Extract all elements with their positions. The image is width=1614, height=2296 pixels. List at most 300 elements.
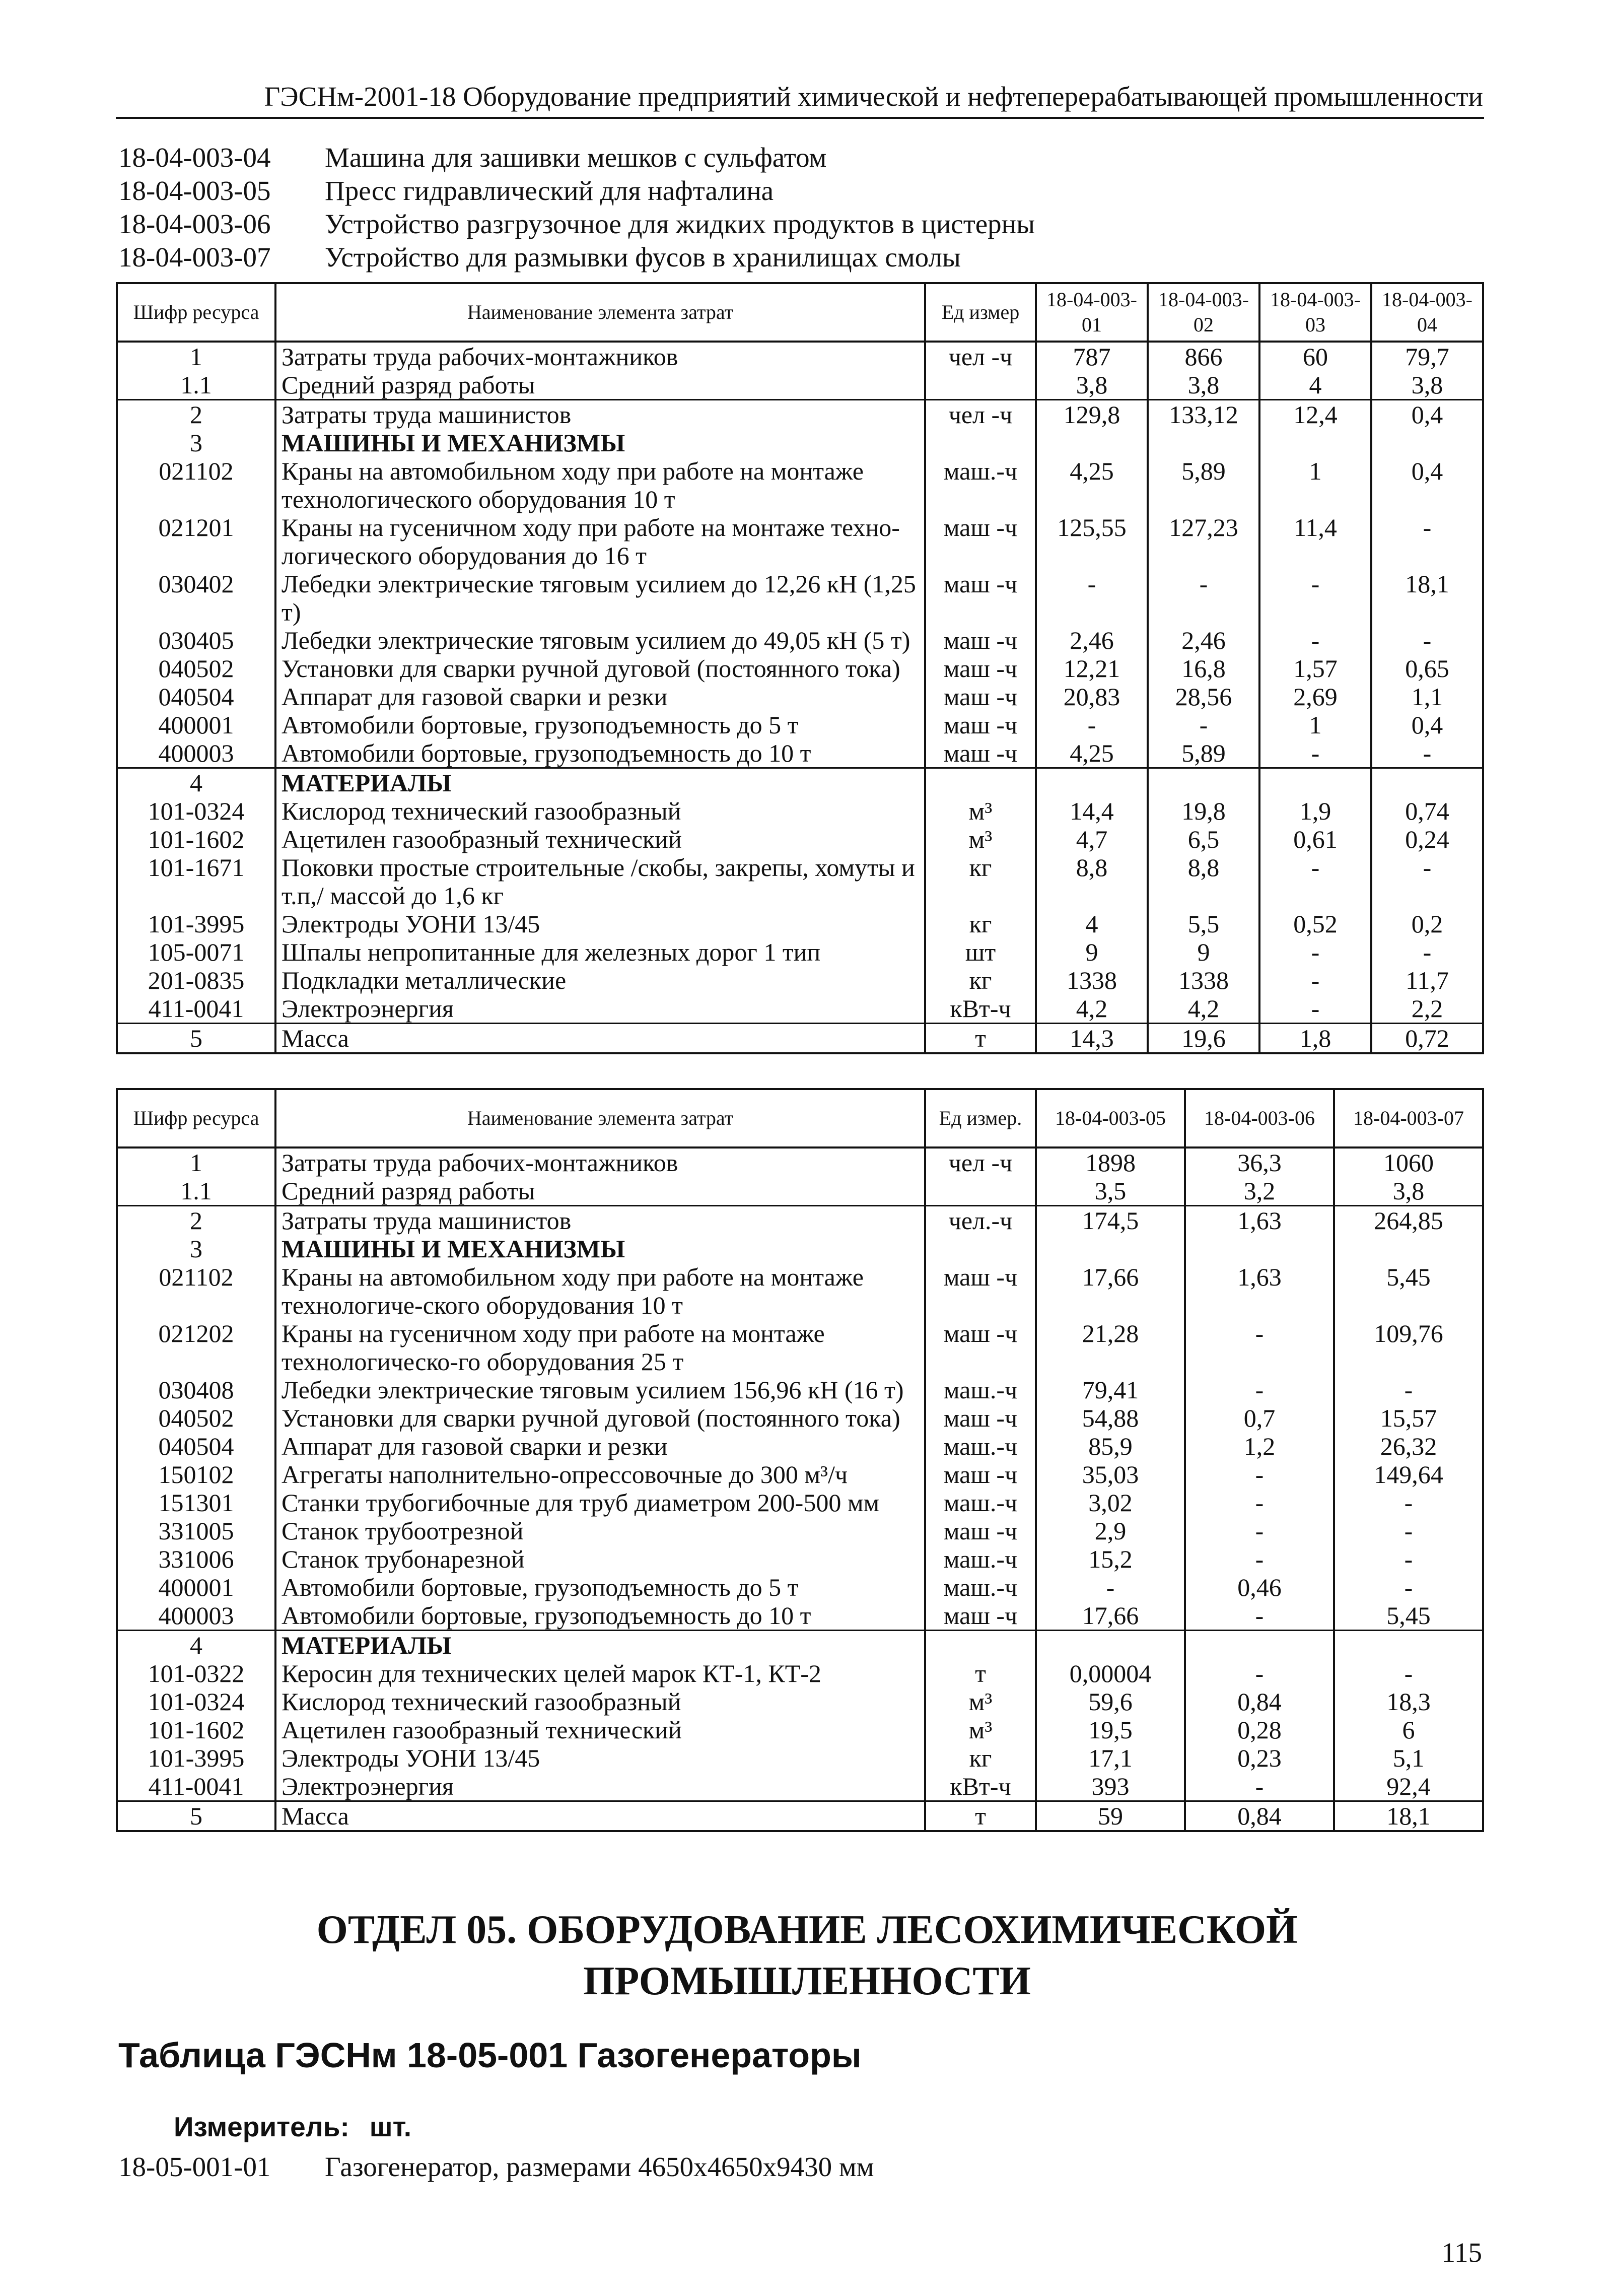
norm-value: 393 xyxy=(1036,1772,1185,1801)
norm-value: 14,3 xyxy=(1036,1024,1148,1054)
running-header: ГЭСНм-2001-18 Оборудование предприятий химической и нефтеперерабатывающей промышленности xyxy=(264,81,1483,112)
resource-name: Станок трубонарезной xyxy=(275,1545,925,1573)
table-row xyxy=(117,1206,1483,1235)
code-name: Машина для зашивки мешков с сульфатом xyxy=(325,142,827,173)
norm-value: - xyxy=(1259,938,1371,966)
norm-value: - xyxy=(1185,1659,1334,1687)
unit: маш -ч xyxy=(925,626,1036,654)
norm-value: 3,2 xyxy=(1185,1177,1334,1206)
table-row xyxy=(117,910,1483,938)
norm-value: 8,8 xyxy=(1036,853,1148,910)
norm-value: 1338 xyxy=(1036,966,1148,994)
norm-value: 6 xyxy=(1334,1716,1483,1744)
norm-value: 129,8 xyxy=(1036,400,1148,429)
code: 18-04-003-04 xyxy=(118,142,271,173)
norm-value: 19,8 xyxy=(1148,797,1259,825)
unit: м³ xyxy=(925,1687,1036,1716)
resource-code: 400003 xyxy=(117,1601,275,1631)
norm-value: 79,7 xyxy=(1371,342,1483,371)
norm-value: 3,8 xyxy=(1036,371,1148,400)
resource-name: Лебедки электрические тяговым усилием до 12,26 кН (1,25 т) xyxy=(275,570,925,626)
norm-value: 11,7 xyxy=(1371,966,1483,994)
norm-value xyxy=(1148,429,1259,457)
norm-value: 0,2 xyxy=(1371,910,1483,938)
table-row xyxy=(117,1659,1483,1687)
norm-value: 17,1 xyxy=(1036,1744,1185,1772)
resource-code: 331006 xyxy=(117,1545,275,1573)
norm-value: 4,2 xyxy=(1036,994,1148,1024)
unit xyxy=(925,1235,1036,1263)
unit: м³ xyxy=(925,825,1036,853)
norm-value: 60 xyxy=(1259,342,1371,371)
norm-value: 8,8 xyxy=(1148,853,1259,910)
norm-value: - xyxy=(1334,1573,1483,1601)
code-list-item xyxy=(118,174,1035,208)
resource-name: МАТЕРИАЛЫ xyxy=(275,768,925,797)
table-row xyxy=(117,570,1483,626)
table-row xyxy=(117,1687,1483,1716)
resource-code: 150102 xyxy=(117,1460,275,1489)
table-row xyxy=(117,1432,1483,1460)
unit xyxy=(925,371,1036,400)
norm-value: - xyxy=(1185,1376,1334,1404)
table-row xyxy=(117,1601,1483,1631)
norm-value xyxy=(1185,1631,1334,1660)
resource-name: МАШИНЫ И МЕХАНИЗМЫ xyxy=(275,1235,925,1263)
norm-value: 5,1 xyxy=(1334,1744,1483,1772)
norm-value: 1898 xyxy=(1036,1147,1185,1177)
unit xyxy=(925,429,1036,457)
norm-value: 17,66 xyxy=(1036,1263,1185,1319)
resource-code: 101-1602 xyxy=(117,1716,275,1744)
table-row xyxy=(117,994,1483,1024)
norm-value xyxy=(1371,429,1483,457)
norm-value: 5,45 xyxy=(1334,1601,1483,1631)
norm-value: 14,4 xyxy=(1036,797,1148,825)
resource-code: 105-0071 xyxy=(117,938,275,966)
norm-value: 3,8 xyxy=(1148,371,1259,400)
code: 18-04-003-07 xyxy=(118,242,271,273)
resource-code: 040502 xyxy=(117,1404,275,1432)
resource-code: 4 xyxy=(117,1631,275,1660)
code: 18-04-003-05 xyxy=(118,175,271,206)
resource-code: 400001 xyxy=(117,711,275,739)
norm-value: - xyxy=(1185,1545,1334,1573)
norm-value: - xyxy=(1036,570,1148,626)
norm-value: 3,02 xyxy=(1036,1489,1185,1517)
table-row xyxy=(117,966,1483,994)
norm-value: 18,1 xyxy=(1371,570,1483,626)
norm-value xyxy=(1036,429,1148,457)
resource-code: 040502 xyxy=(117,654,275,683)
resource-code: 201-0835 xyxy=(117,966,275,994)
norm-value: 3,8 xyxy=(1371,371,1483,400)
norm-value xyxy=(1334,1235,1483,1263)
unit: маш.-ч xyxy=(925,1545,1036,1573)
unit xyxy=(925,1631,1036,1660)
resource-code: 1 xyxy=(117,342,275,371)
norm-value: 59 xyxy=(1036,1801,1185,1832)
unit: маш -ч xyxy=(925,654,1036,683)
page-number: 115 xyxy=(1441,2237,1482,2268)
column-header: 18-04-003-04 xyxy=(1371,283,1483,342)
norm-value: 28,56 xyxy=(1148,683,1259,711)
resource-code: 101-3995 xyxy=(117,910,275,938)
norm-value: - xyxy=(1334,1659,1483,1687)
column-header: 18-04-003-05 xyxy=(1036,1089,1185,1147)
resource-name: Станки трубогибочные для труб диаметром 200-500 мм xyxy=(275,1489,925,1517)
resource-code: 411-0041 xyxy=(117,994,275,1024)
norm-value: 125,55 xyxy=(1036,513,1148,570)
norm-value: 0,24 xyxy=(1371,825,1483,853)
norm-value: 0,7 xyxy=(1185,1404,1334,1432)
norm-value: - xyxy=(1185,1772,1334,1801)
resource-code: 3 xyxy=(117,1235,275,1263)
norm-value xyxy=(1036,1631,1185,1660)
norm-value: 5,89 xyxy=(1148,457,1259,513)
resource-code: 101-0324 xyxy=(117,797,275,825)
norm-value: 19,6 xyxy=(1148,1024,1259,1054)
table-row xyxy=(117,429,1483,457)
table-row xyxy=(117,1460,1483,1489)
norm-value: 0,74 xyxy=(1371,797,1483,825)
norm-value: 1,8 xyxy=(1259,1024,1371,1054)
norm-value: 85,9 xyxy=(1036,1432,1185,1460)
resource-code: 030408 xyxy=(117,1376,275,1404)
resource-name: Кислород технический газообразный xyxy=(275,797,925,825)
resource-table-1 xyxy=(116,282,1484,1054)
item-code: 18-05-001-01 xyxy=(118,2151,271,2182)
norm-value: 19,5 xyxy=(1036,1716,1185,1744)
resource-name: Подкладки металлические xyxy=(275,966,925,994)
norm-value: 866 xyxy=(1148,342,1259,371)
unit: маш.-ч xyxy=(925,457,1036,513)
resource-code: 5 xyxy=(117,1024,275,1054)
column-header: 18-04-003-06 xyxy=(1185,1089,1334,1147)
norm-value: - xyxy=(1371,739,1483,768)
norm-value: 0,84 xyxy=(1185,1687,1334,1716)
unit: маш -ч xyxy=(925,1460,1036,1489)
norm-value: 4 xyxy=(1259,371,1371,400)
norm-value: 264,85 xyxy=(1334,1206,1483,1235)
norm-value: 1,9 xyxy=(1259,797,1371,825)
norm-value xyxy=(1371,768,1483,797)
code-list-item xyxy=(118,241,1035,274)
norm-value: - xyxy=(1185,1460,1334,1489)
resource-name: МАТЕРИАЛЫ xyxy=(275,1631,925,1660)
table-row xyxy=(117,1631,1483,1660)
resource-name: Ацетилен газообразный технический xyxy=(275,825,925,853)
code: 18-04-003-06 xyxy=(118,209,271,239)
norm-value: 35,03 xyxy=(1036,1460,1185,1489)
resource-name: Агрегаты наполнительно-опрессовочные до 300 м³/ч xyxy=(275,1460,925,1489)
unit: кг xyxy=(925,966,1036,994)
norm-value: - xyxy=(1185,1601,1334,1631)
table-row xyxy=(117,457,1483,513)
norm-value: 0,61 xyxy=(1259,825,1371,853)
resource-code: 5 xyxy=(117,1801,275,1832)
table-row xyxy=(117,513,1483,570)
norm-value: 4,2 xyxy=(1148,994,1259,1024)
column-header: Шифр ресурса xyxy=(117,283,275,342)
norm-value: - xyxy=(1036,1573,1185,1601)
measure-label: Измеритель: xyxy=(174,2111,349,2142)
norm-value: 1,63 xyxy=(1185,1263,1334,1319)
code-name: Пресс гидравлический для нафталина xyxy=(325,175,774,206)
table-row xyxy=(117,1716,1483,1744)
resource-code: 2 xyxy=(117,1206,275,1235)
unit: маш -ч xyxy=(925,683,1036,711)
resource-name: Установки для сварки ручной дуговой (постоянного тока) xyxy=(275,1404,925,1432)
unit: маш -ч xyxy=(925,570,1036,626)
unit: кг xyxy=(925,910,1036,938)
table-row xyxy=(117,371,1483,400)
resource-name: Кислород технический газообразный xyxy=(275,1687,925,1716)
unit: маш.-ч xyxy=(925,1573,1036,1601)
resource-code: 021102 xyxy=(117,1263,275,1319)
item-line xyxy=(118,2151,874,2183)
norm-value: 1 xyxy=(1259,711,1371,739)
resource-name: Электроды УОНИ 13/45 xyxy=(275,910,925,938)
unit: маш -ч xyxy=(925,1404,1036,1432)
resource-code: 101-1602 xyxy=(117,825,275,853)
norm-value: 26,32 xyxy=(1334,1432,1483,1460)
resource-name: Лебедки электрические тяговым усилием до 49,05 кН (5 т) xyxy=(275,626,925,654)
unit: кВт-ч xyxy=(925,1772,1036,1801)
resource-name: Масса xyxy=(275,1801,925,1832)
resource-code: 021102 xyxy=(117,457,275,513)
column-header: 18-04-003-07 xyxy=(1334,1089,1483,1147)
norm-value: 36,3 xyxy=(1185,1147,1334,1177)
norm-value: - xyxy=(1259,739,1371,768)
norm-value: 21,28 xyxy=(1036,1319,1185,1376)
norm-value: 2,46 xyxy=(1148,626,1259,654)
norm-value xyxy=(1148,768,1259,797)
resource-name: Поковки простые строительные /скобы, закрепы, хомуты и т.п,/ массой до 1,6 кг xyxy=(275,853,925,910)
code-name: Устройство для размывки фусов в хранилищах смолы xyxy=(325,242,961,273)
column-header: 18-04-003-03 xyxy=(1259,283,1371,342)
measure-value: шт. xyxy=(369,2111,412,2142)
resource-code: 101-3995 xyxy=(117,1744,275,1772)
norm-value: 4 xyxy=(1036,910,1148,938)
table-row xyxy=(117,853,1483,910)
unit: маш -ч xyxy=(925,1319,1036,1376)
norm-value xyxy=(1259,768,1371,797)
unit: м³ xyxy=(925,1716,1036,1744)
norm-value: 0,46 xyxy=(1185,1573,1334,1601)
table-row xyxy=(117,797,1483,825)
resource-name: Краны на автомобильном ходу при работе на монтаже технологиче-ского оборудования 10 т xyxy=(275,1263,925,1319)
norm-value: 3,8 xyxy=(1334,1177,1483,1206)
resource-name: Масса xyxy=(275,1024,925,1054)
norm-value: 12,4 xyxy=(1259,400,1371,429)
norm-value: 92,4 xyxy=(1334,1772,1483,1801)
unit: шт xyxy=(925,938,1036,966)
resource-name: Средний разряд работы xyxy=(275,1177,925,1206)
table-row xyxy=(117,400,1483,429)
unit xyxy=(925,1177,1036,1206)
norm-value: - xyxy=(1371,626,1483,654)
measure-line xyxy=(174,2111,411,2143)
resource-name: Установки для сварки ручной дуговой (постоянного тока) xyxy=(275,654,925,683)
norm-value: 109,76 xyxy=(1334,1319,1483,1376)
unit: маш.-ч xyxy=(925,1376,1036,1404)
norm-value: 787 xyxy=(1036,342,1148,371)
table-row xyxy=(117,1573,1483,1601)
resource-name: Электроэнергия xyxy=(275,994,925,1024)
norm-value: 3,5 xyxy=(1036,1177,1185,1206)
resource-code: 2 xyxy=(117,400,275,429)
table-row xyxy=(117,1545,1483,1573)
norm-value: 0,65 xyxy=(1371,654,1483,683)
norm-value: - xyxy=(1148,570,1259,626)
resource-code: 331005 xyxy=(117,1517,275,1545)
norm-value: 1060 xyxy=(1334,1147,1483,1177)
column-header: Ед измер xyxy=(925,283,1036,342)
norm-value: - xyxy=(1334,1376,1483,1404)
resource-code: 400003 xyxy=(117,739,275,768)
resource-name: Шпалы непропитанные для железных дорог 1 тип xyxy=(275,938,925,966)
unit: кг xyxy=(925,853,1036,910)
unit: чел -ч xyxy=(925,342,1036,371)
unit: маш.-ч xyxy=(925,1432,1036,1460)
unit: т xyxy=(925,1659,1036,1687)
column-header: Наименование элемента затрат xyxy=(275,1089,925,1147)
norm-value: 0,72 xyxy=(1371,1024,1483,1054)
norm-value: - xyxy=(1371,853,1483,910)
norm-value: 20,83 xyxy=(1036,683,1148,711)
norm-value: 1,63 xyxy=(1185,1206,1334,1235)
norm-value: - xyxy=(1259,626,1371,654)
table-header-row xyxy=(117,283,1483,342)
resource-code: 040504 xyxy=(117,1432,275,1460)
norm-value: 15,57 xyxy=(1334,1404,1483,1432)
norm-value: 0,4 xyxy=(1371,400,1483,429)
norm-value: - xyxy=(1259,853,1371,910)
norm-value xyxy=(1185,1235,1334,1263)
norm-value: 18,1 xyxy=(1334,1801,1483,1832)
resource-code: 101-1671 xyxy=(117,853,275,910)
unit: кг xyxy=(925,1744,1036,1772)
unit: маш -ч xyxy=(925,1601,1036,1631)
unit: маш.-ч xyxy=(925,1489,1036,1517)
resource-code: 4 xyxy=(117,768,275,797)
norm-value: 2,69 xyxy=(1259,683,1371,711)
table-row xyxy=(117,711,1483,739)
resource-code: 400001 xyxy=(117,1573,275,1601)
resource-table-2 xyxy=(116,1088,1484,1832)
resource-name: Ацетилен газообразный технический xyxy=(275,1716,925,1744)
resource-code: 1.1 xyxy=(117,1177,275,1206)
norm-value: - xyxy=(1334,1545,1483,1573)
table-row xyxy=(117,1319,1483,1376)
unit: чел.-ч xyxy=(925,1206,1036,1235)
resource-name: Керосин для технических целей марок КТ-1, КТ-2 xyxy=(275,1659,925,1687)
resource-code: 030402 xyxy=(117,570,275,626)
norm-value: 12,21 xyxy=(1036,654,1148,683)
table-row xyxy=(117,1801,1483,1832)
resource-name: МАШИНЫ И МЕХАНИЗМЫ xyxy=(275,429,925,457)
norm-value: 9 xyxy=(1036,938,1148,966)
resource-name: Автомобили бортовые, грузоподъемность до 5 т xyxy=(275,1573,925,1601)
resource-name: Средний разряд работы xyxy=(275,371,925,400)
norm-value: - xyxy=(1371,938,1483,966)
unit: маш -ч xyxy=(925,513,1036,570)
column-header: Ед измер. xyxy=(925,1089,1036,1147)
table-row xyxy=(117,1263,1483,1319)
table-row xyxy=(117,1517,1483,1545)
norm-value: - xyxy=(1185,1517,1334,1545)
norm-value: 174,5 xyxy=(1036,1206,1185,1235)
column-header: 18-04-003-02 xyxy=(1148,283,1259,342)
resource-code: 151301 xyxy=(117,1489,275,1517)
table-header-row xyxy=(117,1089,1483,1147)
table-row xyxy=(117,342,1483,371)
norm-value: 0,28 xyxy=(1185,1716,1334,1744)
table-row xyxy=(117,683,1483,711)
norm-value: 17,66 xyxy=(1036,1601,1185,1631)
unit: маш -ч xyxy=(925,1263,1036,1319)
table-row xyxy=(117,768,1483,797)
unit: кВт-ч xyxy=(925,994,1036,1024)
resource-code: 021202 xyxy=(117,1319,275,1376)
resource-name: Аппарат для газовой сварки и резки xyxy=(275,683,925,711)
resource-code: 101-0322 xyxy=(117,1659,275,1687)
norm-value: 54,88 xyxy=(1036,1404,1185,1432)
norm-value: 2,46 xyxy=(1036,626,1148,654)
table-row xyxy=(117,1404,1483,1432)
norm-value: 18,3 xyxy=(1334,1687,1483,1716)
unit: маш -ч xyxy=(925,711,1036,739)
resource-code: 101-0324 xyxy=(117,1687,275,1716)
norm-value xyxy=(1259,429,1371,457)
column-header: Шифр ресурса xyxy=(117,1089,275,1147)
norm-value: 6,5 xyxy=(1148,825,1259,853)
norm-value: 5,45 xyxy=(1334,1263,1483,1319)
unit: т xyxy=(925,1801,1036,1832)
norm-value: 4,7 xyxy=(1036,825,1148,853)
resource-name: Лебедки электрические тяговым усилием 156,96 кН (16 т) xyxy=(275,1376,925,1404)
code-name: Устройство разгрузочное для жидких продуктов в цистерны xyxy=(325,209,1035,239)
table-row xyxy=(117,654,1483,683)
section-title: ОТДЕЛ 05. ОБОРУДОВАНИЕ ЛЕСОХИМИЧЕСКОЙ ПРОМЫШЛЕННОСТИ xyxy=(316,1908,1298,2003)
norm-value: 9 xyxy=(1148,938,1259,966)
norm-value: 127,23 xyxy=(1148,513,1259,570)
resource-code: 1 xyxy=(117,1147,275,1177)
resource-name: Автомобили бортовые, грузоподъемность до 5 т xyxy=(275,711,925,739)
resource-name: Затраты труда машинистов xyxy=(275,400,925,429)
table-row xyxy=(117,1489,1483,1517)
norm-value: 1,57 xyxy=(1259,654,1371,683)
norm-value: 79,41 xyxy=(1036,1376,1185,1404)
resource-code: 411-0041 xyxy=(117,1772,275,1801)
norm-value: - xyxy=(1185,1489,1334,1517)
table-row xyxy=(117,938,1483,966)
unit: м³ xyxy=(925,797,1036,825)
resource-name: Автомобили бортовые, грузоподъемность до 10 т xyxy=(275,1601,925,1631)
unit: маш -ч xyxy=(925,739,1036,768)
column-header: 18-04-003-01 xyxy=(1036,283,1148,342)
resource-name: Автомобили бортовые, грузоподъемность до 10 т xyxy=(275,739,925,768)
resource-name: Станок трубоотрезной xyxy=(275,1517,925,1545)
table-row xyxy=(117,825,1483,853)
resource-name: Краны на автомобильном ходу при работе на монтаже технологического оборудования 10 т xyxy=(275,457,925,513)
norm-value: 16,8 xyxy=(1148,654,1259,683)
resource-name: Затраты труда рабочих-монтажников xyxy=(275,1147,925,1177)
norm-value: 5,89 xyxy=(1148,739,1259,768)
norm-value: 0,00004 xyxy=(1036,1659,1185,1687)
norm-value: 59,6 xyxy=(1036,1687,1185,1716)
